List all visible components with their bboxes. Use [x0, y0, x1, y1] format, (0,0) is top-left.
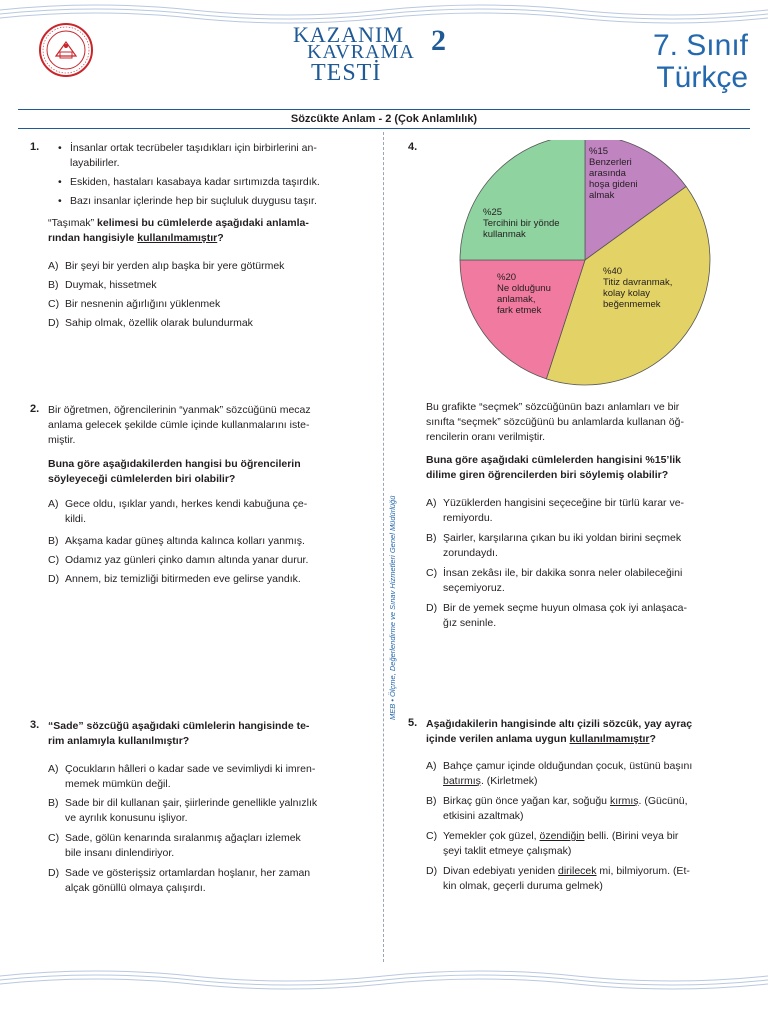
pie-chart: [455, 140, 725, 390]
question-number: 1.: [30, 141, 40, 153]
question-stem-line: Bir öğretmen, öğrencilerinin “yanmak” sözcüğünü mecaz: [48, 404, 311, 416]
grade-subject: [653, 30, 748, 94]
question-prompt-line2: söyleyeceği cümlelerden biri olabilir?: [48, 473, 236, 485]
question-prompt: Buna göre aşağıdakilerden hangisi bu öğrencilerin: [48, 458, 301, 470]
grade-label: 7. Sınıf: [652, 29, 748, 62]
pie-slice-label: %25 Tercihini bir yönde kullanmak: [483, 207, 560, 240]
question-stem-line: anlama gelecek şekilde cümle içinde kullanmalarını iste-: [48, 419, 310, 431]
bottom-wave-decoration: [0, 966, 768, 1024]
pie-slice-label: %15 Benzerleri arasında hoşa gideni almak: [589, 146, 638, 201]
question-prompt-line2: rim anlamıyla kullanılmıştır?: [48, 735, 190, 747]
question-prompt: Aşağıdakilerin hangisinde altı çizili sözcük, yay ayraç: [426, 718, 693, 730]
brand-line-2: KAVRAMA: [307, 41, 415, 63]
question-number: 4.: [408, 141, 418, 153]
sidebar-vertical-text: MEB • Ölçme, Değerlendirme ve Sınav Hizmetleri Genel Müdürlüğü: [388, 495, 397, 720]
pie-slice-label: %20 Ne olduğunu anlamak, fark etmek: [497, 272, 551, 316]
test-number: 2: [431, 24, 446, 57]
question-stem-line: rencilerin oranı verilmiştir.: [426, 431, 546, 443]
pie-slice-label: %40 Titiz davranmak, kolay kolay beğenmemek: [603, 266, 673, 310]
question-stem-line: sınıfta “seçmek” sözcüğünü bu anlamlarda kullanan öğ-: [426, 416, 684, 428]
question-prompt: Buna göre aşağıdaki cümlelerden hangisini %15’lik: [426, 454, 681, 466]
ministry-seal-logo: [38, 22, 94, 78]
subject-label: Türkçe: [656, 61, 748, 94]
question-stem-line: miştir.: [48, 434, 76, 446]
question-prompt: “Taşımak” kelimesi bu cümlelerde aşağıdaki anlamla-: [48, 217, 309, 229]
question-number: 3.: [30, 719, 40, 731]
question-prompt: “Sade” sözcüğü aşağıdaki cümlelerin hangisinde te-: [48, 720, 310, 732]
question-number: 5.: [408, 717, 418, 729]
brand-line-3: TESTİ: [311, 60, 382, 86]
question-stem-line: Bu grafikte “seçmek” sözcüğünün bazı anlamları ve bir: [426, 401, 680, 413]
column-divider: [383, 132, 384, 962]
topic-title: Sözcükte Anlam - 2 (Çok Anlamlılık): [18, 109, 750, 129]
question-prompt-line2: dilime giren öğrencilerden biri söylemiş olabilir?: [426, 469, 669, 481]
brand-line-1: KAZANIM: [293, 22, 404, 47]
brand-logo: [293, 20, 463, 90]
question-prompt-line2: rından hangisiyle kullanılmamıştır?: [48, 232, 224, 244]
question-prompt-line2: içinde verilen anlama uygun kullanılmamıştır?: [426, 733, 656, 745]
pie-slice: [460, 140, 585, 260]
question-number: 2.: [30, 403, 40, 415]
